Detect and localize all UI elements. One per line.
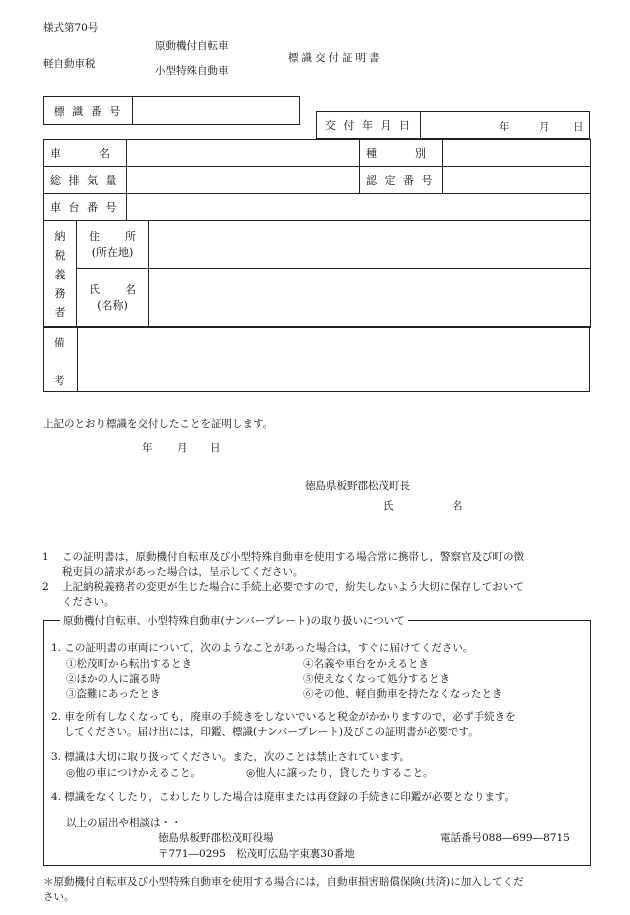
handling-sub-4: ④名義や車台をかえるとき <box>303 658 429 670</box>
issue-date-box <box>316 111 590 139</box>
contact-office: 徳島県板野郡松茂町役場 <box>158 832 274 844</box>
name-value <box>149 269 591 328</box>
kind-label: 種 別 <box>360 140 443 167</box>
chassis-number-value <box>127 194 591 221</box>
issue-date-label: 交 付 年 月 日 <box>317 112 421 138</box>
handling-sub-2: ②ほかの人に譲る時 <box>66 673 161 685</box>
name-label: 氏 名 (名称) <box>77 269 149 328</box>
vehicle-info-table <box>43 139 591 221</box>
handling-sub-6: ⑥その他、軽自動車を持たなくなったとき <box>303 688 503 700</box>
address-value <box>149 221 591 269</box>
handling-item-2-line-1: 2. 車を所有しなくなっても，廃車の手続きをしないでいると税金がかかりますので，必ず手続きを <box>51 711 516 723</box>
taxpayer-label: 納 税 義 務 者 <box>44 221 77 328</box>
handling-item-3: 3. 標識は大切に取り扱ってください。また，次のことは禁止されています。 <box>51 751 411 763</box>
footer-note-line-2: さい。 <box>43 891 75 903</box>
displacement-label: 総 排 気 量 <box>44 167 127 194</box>
issue-date-month: 月 <box>539 121 550 133</box>
issuer-name-b: 名 <box>452 500 463 512</box>
handling-sub-5: ⑤使えなくなって処分するとき <box>303 673 450 685</box>
handling-item-2-line-2: してください。届け出には，印鑑、標識(ナンバープレート)及びこの証明書が必要です。 <box>64 726 479 738</box>
vehicle-type-1: 原動機付自転車 <box>155 40 229 52</box>
issuer-title: 徳島県板野郡松茂町長 <box>305 480 410 492</box>
handling-sub-3a: ◎他の車につけかえること。 <box>66 767 201 779</box>
cert-date-day: 日 <box>210 442 221 454</box>
car-name-value <box>127 140 360 167</box>
remarks-label-a: 備 <box>54 337 65 349</box>
document-title: 標識交付証明書 <box>288 52 383 64</box>
taxpayer-table <box>43 220 591 328</box>
plate-number-box <box>43 96 300 125</box>
contact-intro: 以上の届出や相談は・・ <box>66 817 182 829</box>
handling-sub-1: ①松茂町から転出するとき <box>66 658 192 670</box>
contact-phone: 電話番号088―699―8715 <box>440 832 570 844</box>
cert-number-label: 認 定 番 号 <box>360 167 443 194</box>
form-number: 様式第70号 <box>43 22 99 34</box>
handling-item-1: 1. この証明書の車両について，次のようなことがあった場合は，すぐに届けてください。 <box>51 642 474 654</box>
displacement-value <box>127 167 360 194</box>
footer-note-line-1: ＊原動機付自転車及び小型特殊自動車を使用する場合には，自動車損害賠償保険(共済)に加入してくだ <box>43 876 524 888</box>
car-name-label: 車 名 <box>44 140 127 167</box>
plate-number-label: 標 識 番 号 <box>44 97 133 124</box>
remarks-box <box>43 326 590 392</box>
handling-sub-3: ③盗難にあったとき <box>66 688 161 700</box>
contact-address: 〒771―0295 松茂町広島字東裏30番地 <box>158 848 355 860</box>
cert-date-month: 月 <box>177 442 188 454</box>
issuer-name-a: 氏 <box>383 500 394 512</box>
issue-date-day: 日 <box>573 121 584 133</box>
note-1: 1 この証明書は，原動機付自転車及び小型特殊自動車を使用する場合常に携帯し，警察官及び町の徴 税吏員の請求があった場合は，呈示してください。 <box>42 551 524 578</box>
kind-value <box>443 140 591 167</box>
note-2: 2 上記納税義務者の変更が生じた場合に手続上必要ですので，紛失しないよう大切に保存しておいて ください。 <box>42 581 524 608</box>
handling-item-4: 4. 標識をなくしたり，こわしたりした場合は廃車または再登録の手続きに印鑑が必要となります。 <box>51 791 516 803</box>
tax-name: 軽自動車税 <box>43 58 96 70</box>
cert-number-value <box>443 167 591 194</box>
chassis-number-label: 車 台 番 号 <box>44 194 127 221</box>
address-label: 住 所 (所在地) <box>77 221 149 269</box>
notes-list <box>42 550 602 610</box>
issue-date-year: 年 <box>499 121 510 133</box>
vehicle-type-2: 小型特殊自動車 <box>155 65 229 77</box>
handling-sub-3b: ◎他人に譲ったり，貸したりすること。 <box>246 767 434 779</box>
certification-statement: 上記のとおり標識を交付したことを証明します。 <box>43 418 274 430</box>
remarks-label-b: 考 <box>54 375 65 387</box>
handling-title: 原動機付自転車、小型特殊自動車(ナンバープレート)の取り扱いについて <box>60 613 408 628</box>
cert-date-year: 年 <box>142 442 153 454</box>
